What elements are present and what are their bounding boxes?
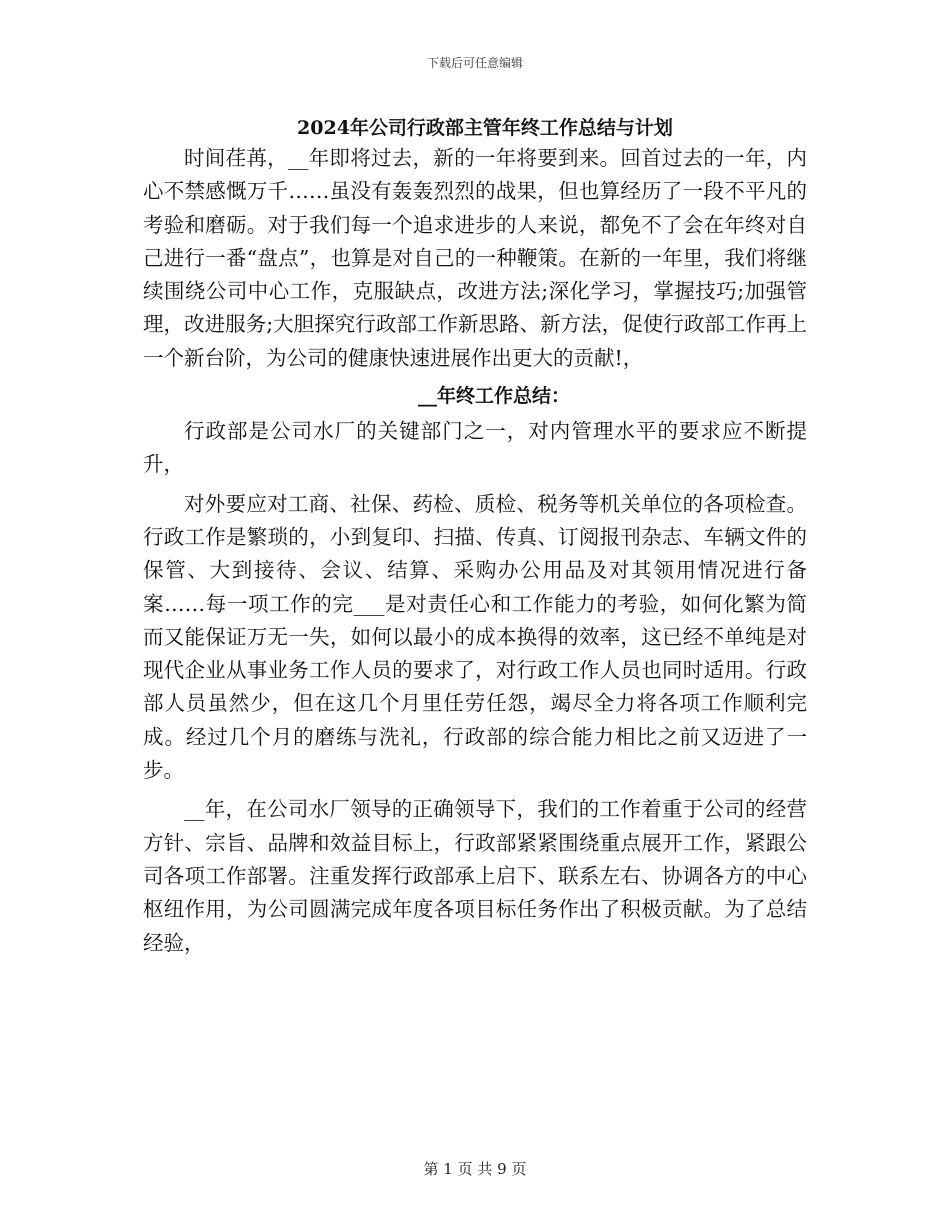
section-heading: __年终工作总结：	[417, 385, 570, 408]
body-paragraph-3: __年，在公司水厂领导的正确领导下，我们的工作着重于公司的经营方针、宗旨、品牌和效益目标上，行政部紧紧围绕重点展开工作，紧跟公司各项工作部署。注重发挥行政部承上启下、联系左右、协调各方的中心枢纽作用，为公司圆满完成年度各项目标任务作出了积极贡献。为了总结经验，	[143, 797, 807, 955]
intro-paragraph: 时间荏苒，__年即将过去，新的一年将要到来。回首过去的一年，内心不禁感慨万千……虽没有轰轰烈烈的战果，但也算经历了一段不平凡的考验和磨砺。对于我们每一个追求进步的人来说，都免不了会在年终对自己进行一番“盘点”，也算是对自己的一种鞭策。在新的一年里，我们将继续围绕公司中心工作，克服缺点，改进方法;深化学习，掌握技巧;加强管理，改进服务;大胆探究行政部工作新思路、新方法，促使行政部工作再上一个新台阶，为公司的健康快速进展作出更大的贡献!，	[143, 146, 807, 370]
body-paragraph-2: 对外要应对工商、社保、药检、质检、税务等机关单位的各项检查。行政工作是繁琐的，小到复印、扫描、传真、订阅报刊杂志、车辆文件的保管、大到接待、会议、结算、采购办公用品及对其领用情况进行备案……每一项工作的完___是对责任心和工作能力的考验，如何化繁为简而又能保证万无一失，如何以最小的成本换得的效率，这已经不单纯是对现代企业从事业务工作人员的要求了，对行政工作人员也同时适用。行政部人员虽然少，但在这几个月里任劳任怨，竭尽全力将各项工作顺利完成。经过几个月的磨练与洗礼，行政部的综合能力相比之前又迈进了一步。	[143, 491, 807, 783]
page-header-note: 下载后可任意编辑	[426, 56, 523, 70]
document-body	[143, 114, 807, 960]
document-title: 2024年公司行政部主管年终工作总结与计划	[297, 117, 673, 139]
page-indicator: 第 1 页 共 9 页	[423, 1160, 527, 1178]
body-paragraph-1: 行政部是公司水厂的关键部门之一，对内管理水平的要求应不断提升，	[143, 419, 807, 477]
